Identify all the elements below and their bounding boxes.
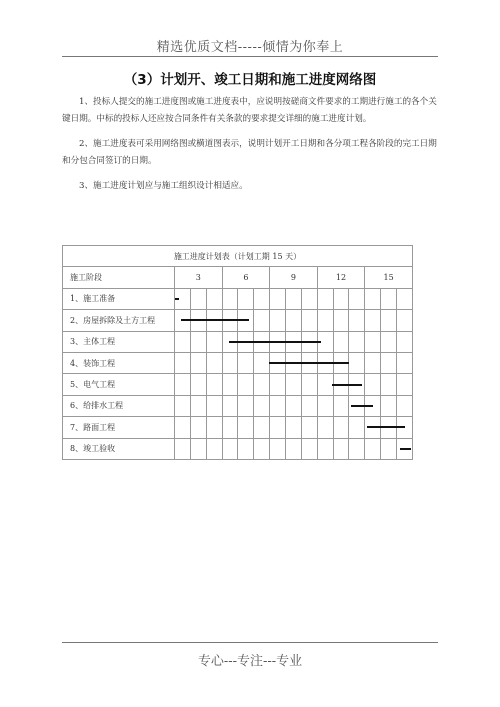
day-cell: [190, 310, 206, 331]
day-cell: [286, 395, 302, 416]
day-cell: [286, 288, 302, 309]
day-cell: [333, 374, 349, 395]
task-name: 7、路面工程: [63, 417, 175, 438]
day-cell: [301, 352, 317, 373]
day-cell: [349, 331, 365, 352]
day-cell: [349, 417, 365, 438]
day-cell: [222, 352, 238, 373]
day-cell: [254, 438, 270, 459]
day-cell: [333, 352, 349, 373]
day-cell: [365, 352, 381, 373]
day-cell: [349, 438, 365, 459]
day-cell: [238, 374, 254, 395]
day-cell: [270, 374, 286, 395]
task-name: 8、竣工验收: [63, 438, 175, 459]
day-cell: [365, 438, 381, 459]
day-cell: [397, 395, 413, 416]
day-cell: [270, 331, 286, 352]
day-cell: [365, 331, 381, 352]
day-cell: [301, 438, 317, 459]
day-cell: [254, 310, 270, 331]
day-cell: [333, 438, 349, 459]
day-cell: [301, 395, 317, 416]
day-cell: [301, 417, 317, 438]
stage-header: 施工阶段: [63, 267, 175, 288]
day-cell: [190, 374, 206, 395]
day-cell: [365, 417, 381, 438]
day-cell: [317, 417, 333, 438]
day-cell: [222, 395, 238, 416]
task-name: 2、房屋拆除及土方工程: [63, 310, 175, 331]
paragraph-1: 1、投标人提交的施工进度图或施工进度表中，应说明按磋商文件要求的工期进行施工的各个关键日期。中标的投标人还应按合同条件有关条款的要求提交详细的施工进度计划。: [62, 97, 437, 124]
day-cell: [206, 417, 222, 438]
task-row: [63, 331, 413, 352]
day-cell: [381, 352, 397, 373]
day-cell: [206, 310, 222, 331]
paragraph-3: 3、施工进度计划应与施工组织设计相适应。: [79, 181, 248, 191]
day-cell: [349, 374, 365, 395]
day-cell: [301, 288, 317, 309]
day-cell: [175, 438, 191, 459]
day-cell: [254, 417, 270, 438]
day-cell: [270, 395, 286, 416]
day-cell: [238, 288, 254, 309]
schedule-title-row: [63, 246, 413, 267]
day-cell: [317, 395, 333, 416]
task-name: 5、电气工程: [63, 374, 175, 395]
day-cell: [381, 438, 397, 459]
day-cell: [238, 395, 254, 416]
day-cell: [365, 310, 381, 331]
day-cell: [286, 331, 302, 352]
day-cell: [397, 417, 413, 438]
day-cell: [206, 331, 222, 352]
day-cell: [397, 310, 413, 331]
day-cell: [397, 331, 413, 352]
day-cell: [190, 438, 206, 459]
day-cell: [238, 438, 254, 459]
day-cell: [238, 310, 254, 331]
day-cell: [349, 288, 365, 309]
day-cell: [222, 374, 238, 395]
day-cell: [381, 395, 397, 416]
day-cell: [317, 310, 333, 331]
day-cell: [238, 417, 254, 438]
task-row: [63, 438, 413, 459]
day-cell: [317, 331, 333, 352]
schedule-title: 施工进度计划表（计划工期 15 天）: [63, 246, 413, 267]
day-cell: [317, 438, 333, 459]
day-cell: [286, 310, 302, 331]
task-name: 1、施工准备: [63, 288, 175, 309]
day-cell: [301, 310, 317, 331]
day-cell: [206, 374, 222, 395]
day-cell: [222, 288, 238, 309]
day-cell: [286, 352, 302, 373]
day-cell: [254, 288, 270, 309]
day-cell: [333, 395, 349, 416]
footer-divider: [62, 642, 438, 643]
day-cell: [238, 331, 254, 352]
day-cell: [254, 374, 270, 395]
task-name: 4、装饰工程: [63, 352, 175, 373]
day-cell: [317, 288, 333, 309]
document-title: （3）计划开、竣工日期和施工进度网络图: [123, 72, 377, 88]
day-cell: [381, 331, 397, 352]
day-cell: [365, 288, 381, 309]
day-cell: [286, 438, 302, 459]
day-cell: [365, 395, 381, 416]
day-cell: [397, 352, 413, 373]
day-cell: [301, 374, 317, 395]
day-header-9: 9: [270, 267, 318, 288]
day-cell: [349, 310, 365, 331]
day-cell: [381, 417, 397, 438]
task-name: 3、主体工程: [63, 331, 175, 352]
day-cell: [222, 438, 238, 459]
task-name: 6、给排水工程: [63, 395, 175, 416]
day-cell: [317, 352, 333, 373]
schedule-table: [62, 245, 413, 460]
task-row: [63, 417, 413, 438]
day-cell: [254, 352, 270, 373]
day-cell: [381, 288, 397, 309]
task-row: [63, 310, 413, 331]
day-cell: [270, 288, 286, 309]
day-cell: [349, 352, 365, 373]
day-cell: [270, 352, 286, 373]
day-cell: [381, 374, 397, 395]
day-header-6: 6: [222, 267, 270, 288]
day-cell: [175, 417, 191, 438]
day-cell: [222, 310, 238, 331]
day-cell: [301, 331, 317, 352]
day-cell: [333, 310, 349, 331]
day-cell: [222, 331, 238, 352]
day-cell: [286, 374, 302, 395]
day-cell: [317, 374, 333, 395]
day-cell: [381, 310, 397, 331]
day-cell: [175, 288, 191, 309]
day-cell: [206, 438, 222, 459]
day-cell: [190, 395, 206, 416]
day-cell: [175, 331, 191, 352]
day-cell: [190, 288, 206, 309]
page-header: 精选优质文档-----倾情为你奉上: [156, 40, 344, 55]
day-cell: [254, 395, 270, 416]
day-cell: [397, 438, 413, 459]
day-cell: [333, 331, 349, 352]
day-cell: [206, 288, 222, 309]
page-footer: 专心---专注---专业: [197, 654, 303, 669]
day-header-12: 12: [317, 267, 365, 288]
day-cell: [190, 331, 206, 352]
day-cell: [175, 352, 191, 373]
day-cell: [175, 374, 191, 395]
task-row: [63, 288, 413, 309]
day-cell: [333, 417, 349, 438]
task-row: [63, 352, 413, 373]
task-row: [63, 374, 413, 395]
paragraph-2: 2、施工进度表可采用网络图或横道图表示，说明计划开工日期和各分项工程各阶段的完工日期和分包合同签订的日期。: [62, 139, 437, 166]
day-cell: [349, 395, 365, 416]
day-cell: [397, 288, 413, 309]
day-cell: [270, 310, 286, 331]
day-cell: [397, 374, 413, 395]
day-cell: [333, 288, 349, 309]
schedule-header-row: [63, 267, 413, 288]
task-row: [63, 395, 413, 416]
day-header-3: 3: [175, 267, 223, 288]
day-cell: [365, 374, 381, 395]
day-cell: [270, 417, 286, 438]
day-cell: [238, 352, 254, 373]
day-cell: [286, 417, 302, 438]
day-cell: [190, 352, 206, 373]
header-divider: [62, 56, 438, 57]
day-header-15: 15: [365, 267, 413, 288]
day-cell: [175, 310, 191, 331]
day-cell: [206, 352, 222, 373]
day-cell: [222, 417, 238, 438]
day-cell: [206, 395, 222, 416]
day-cell: [190, 417, 206, 438]
day-cell: [254, 331, 270, 352]
day-cell: [270, 438, 286, 459]
day-cell: [175, 395, 191, 416]
